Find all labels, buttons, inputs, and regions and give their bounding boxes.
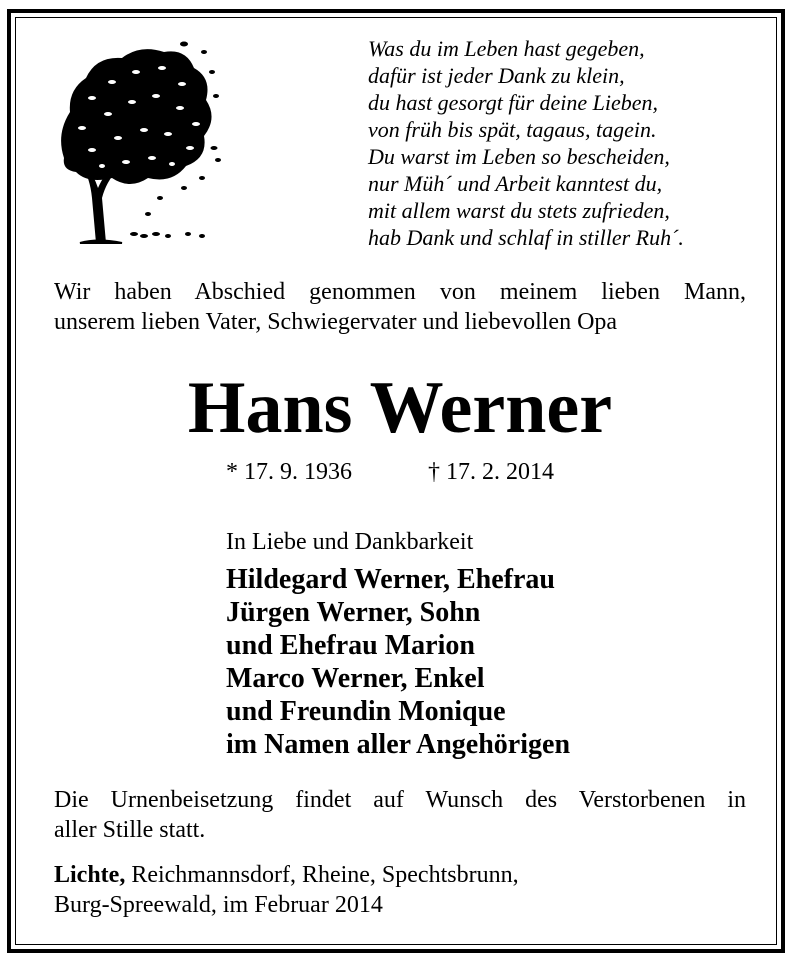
mourner-line: Marco Werner, Enkel bbox=[226, 663, 485, 694]
mourner-line: Hildegard Werner, Ehefrau bbox=[226, 564, 555, 595]
mourners-list bbox=[226, 563, 570, 761]
deceased-name: Hans Werner bbox=[187, 367, 613, 449]
poem-line: dafür ist jeder Dank zu klein, bbox=[368, 63, 625, 88]
burial-notice bbox=[54, 785, 746, 845]
mourner-line: und Ehefrau Marion bbox=[226, 630, 475, 661]
poem-line: du hast gesorgt für deine Lieben, bbox=[368, 90, 659, 115]
farewell-line-1: Wir haben Abschied genommen von meinem lieben Mann, bbox=[54, 279, 746, 305]
poem bbox=[368, 35, 684, 251]
mourner-line: im Namen aller Angehörigen bbox=[226, 729, 571, 760]
poem-line: von früh bis spät, tagaus, tagein. bbox=[368, 117, 657, 142]
places-and-date bbox=[54, 860, 519, 920]
windblown-tree-icon bbox=[52, 38, 222, 248]
poem-line: Du warst im Leben so bescheiden, bbox=[368, 144, 670, 169]
burial-line-1: Die Urnenbeisetzung findet auf Wunsch des Verstorbenen in bbox=[54, 787, 746, 813]
farewell-line-2: unserem lieben Vater, Schwiegervater und liebevollen Opa bbox=[54, 309, 618, 335]
birth-date: * 17. 9. 1936 bbox=[226, 459, 352, 485]
poem-line: Was du im Leben hast gegeben, bbox=[368, 36, 645, 61]
mourner-line: Jürgen Werner, Sohn bbox=[226, 597, 481, 628]
place-main: Lichte, bbox=[54, 862, 126, 888]
poem-line: mit allem warst du stets zufrieden, bbox=[368, 198, 670, 223]
mourners-intro: In Liebe und Dankbarkeit bbox=[226, 529, 474, 555]
places-line-2: Burg-Spreewald, im Februar 2014 bbox=[54, 892, 383, 918]
death-date: † 17. 2. 2014 bbox=[428, 459, 554, 485]
poem-line: nur Müh´ und Arbeit kanntest du, bbox=[368, 171, 663, 196]
mourner-line: und Freundin Monique bbox=[226, 696, 506, 727]
places-rest: Reichmannsdorf, Rheine, Spechtsbrunn, bbox=[125, 862, 519, 888]
farewell-text bbox=[54, 277, 746, 337]
burial-line-2: aller Stille statt. bbox=[54, 817, 206, 843]
poem-line: hab Dank und schlaf in stiller Ruh´. bbox=[368, 225, 684, 250]
